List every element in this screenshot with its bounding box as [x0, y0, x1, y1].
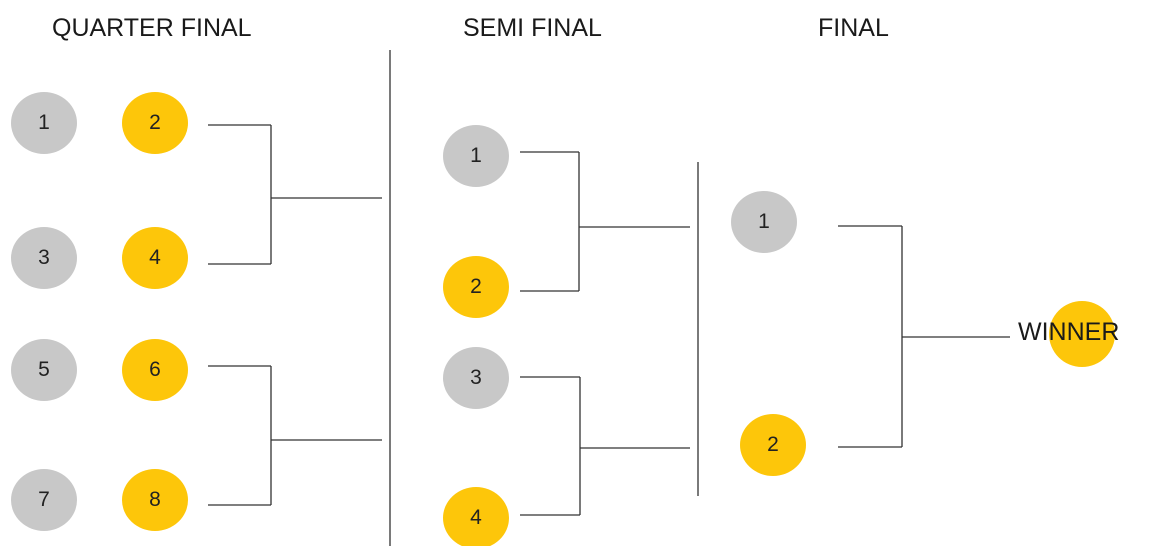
quarter_final-node-1: 1 — [11, 92, 77, 154]
final-node-2: 2 — [740, 414, 806, 476]
winner-label: WINNER — [1018, 318, 1120, 346]
semi-final-heading: SEMI FINAL — [463, 14, 602, 42]
quarter_final-node-4: 4 — [122, 227, 188, 289]
quarter_final-node-3: 3 — [11, 227, 77, 289]
quarter_final-node-8: 8 — [122, 469, 188, 531]
final-heading: FINAL — [818, 14, 889, 42]
quarter_final-node-7: 7 — [11, 469, 77, 531]
quarter_final-node-5: 5 — [11, 339, 77, 401]
semi_final-node-2: 2 — [443, 256, 509, 318]
quarter-final-heading: QUARTER FINAL — [52, 14, 252, 42]
quarter_final-node-6: 6 — [122, 339, 188, 401]
quarter_final-node-2: 2 — [122, 92, 188, 154]
semi_final-node-3: 3 — [443, 347, 509, 409]
final-node-1: 1 — [731, 191, 797, 253]
semi_final-node-4: 4 — [443, 487, 509, 546]
semi_final-node-1: 1 — [443, 125, 509, 187]
